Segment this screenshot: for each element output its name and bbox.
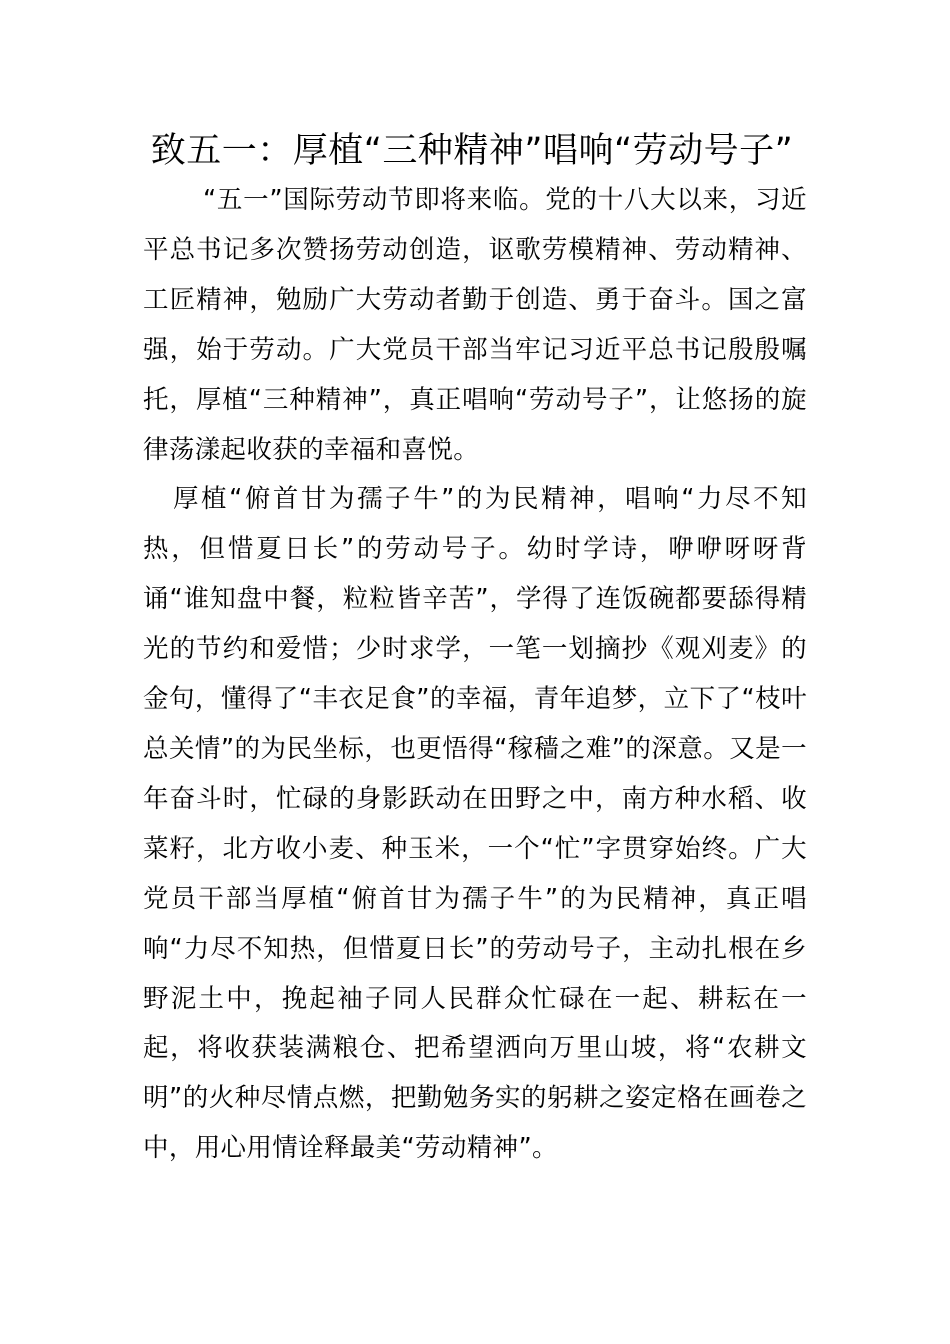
document-page xyxy=(143,126,807,1174)
paragraph-body: 厚植“俯首甘为孺子牛”的为民精神，唱响“力尽不知热，但惜夏日长”的劳动号子。幼时学诗，咿咿呀呀背诵“谁知盘中餐，粒粒皆辛苦”，学得了连饭碗都要舔得精光的节约和爱惜；少时求学，一笔一划摘抄《观刈麦》的金句，懂得了“丰衣足食”的幸福，青年追梦，立下了“枝叶总关情”的为民坐标，也更悟得“稼穑之难”的深意。又是一年奋斗时，忙碌的身影跃动在田野之中，南方种水稻、收菜籽，北方收小麦、种玉米，一个“忙”字贯穿始终。广大党员干部当厚植“俯首甘为孺子牛”的为民精神，真正唱响“力尽不知热，但惜夏日长”的劳动号子，主动扎根在乡野泥土中，挽起袖子同人民群众忙碌在一起、耕耘在一起，将收获装满粮仓、把希望洒向万里山坡，将“农耕文明”的火种尽情点燃，把勤勉务实的躬耕之姿定格在画卷之中，用心用情诠释最美“劳动精神”。 xyxy=(143,484,807,1164)
document-title: 致五一：厚植“三种精神”唱响“劳动号子” xyxy=(150,131,794,171)
paragraph-intro: “五一”国际劳动节即将来临。党的十八大以来，习近平总书记多次赞扬劳动创造，讴歌劳模精神、劳动精神、工匠精神，勉励广大劳动者勤于创造、勇于奋斗。国之富强，始于劳动。广大党员干部当牢记习近平总书记殷殷嘱托，厚植“三种精神”，真正唱响“劳动号子”，让悠扬的旋律荡漾起收获的幸福和喜悦。 xyxy=(143,185,807,465)
